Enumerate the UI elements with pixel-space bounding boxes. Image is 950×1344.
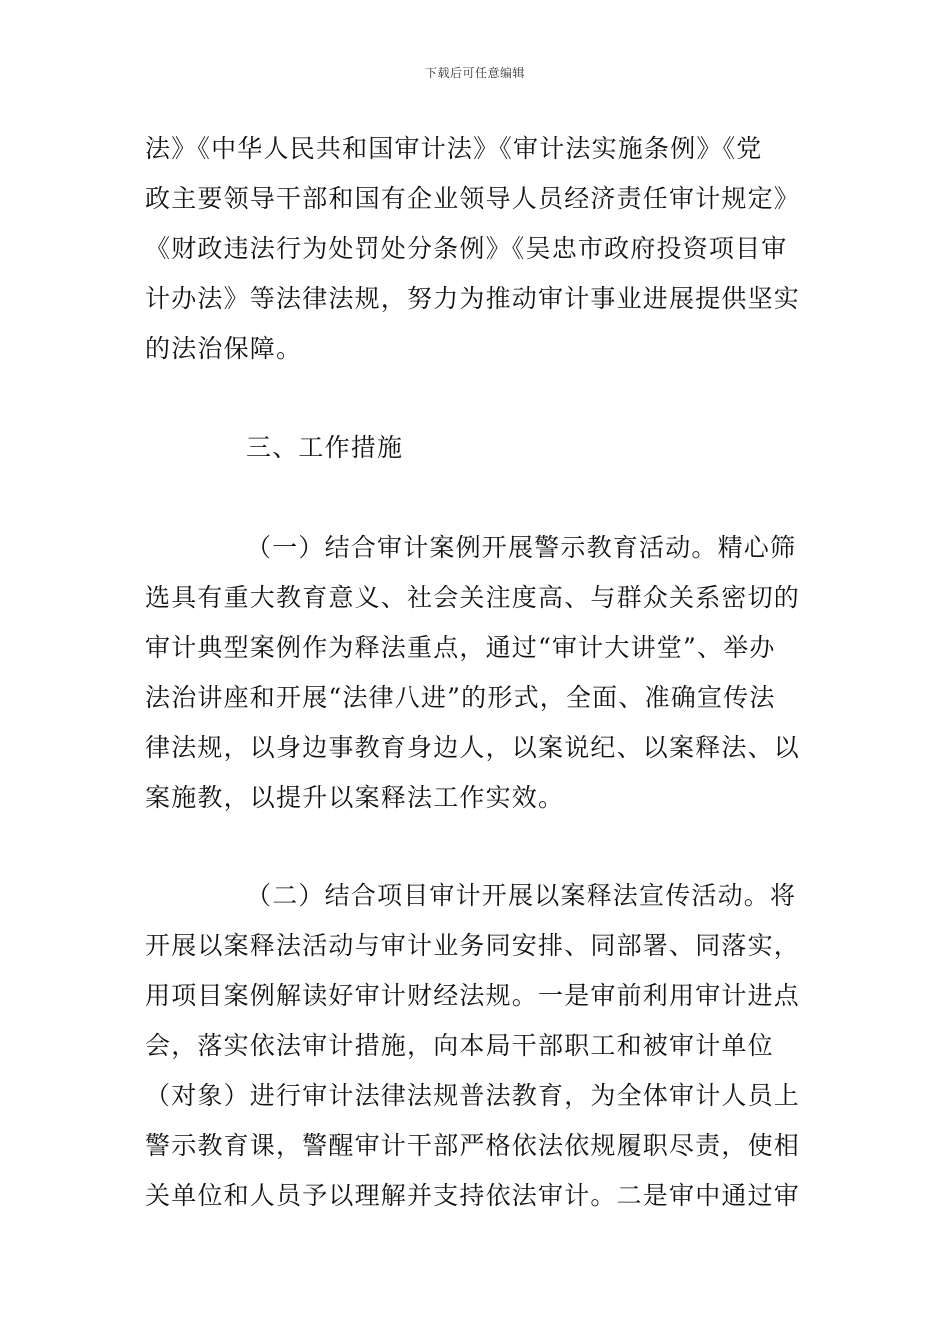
body-line: （一）结合审计案例开展警示教育活动。精心筛	[246, 533, 797, 562]
body-line: 警示教育课，警醒审计干部严格依法依规履职尽责，使相	[145, 1131, 801, 1160]
body-line: 会，落实依法审计措施，向本局干部职工和被审计单位	[145, 1031, 774, 1060]
page-header: 下载后可任意编辑	[424, 66, 525, 80]
body-line: 法》《中华人民共和国审计法》《审计法实施条例》《党	[145, 134, 763, 163]
body-line: 的法治保障。	[145, 334, 303, 363]
body-line: （对象）进行审计法律法规普法教育，为全体审计人员上	[145, 1081, 801, 1110]
body-line: 律法规，以身边事教育身边人，以案说纪、以案释法、以	[145, 733, 801, 762]
section-heading: 三、工作措施	[246, 433, 404, 462]
body-line: 开展以案释法活动与审计业务同安排、同部署、同落实，	[145, 931, 801, 960]
body-line: 用项目案例解读好审计财经法规。一是审前利用审计进点	[145, 981, 801, 1010]
body-line: 《财政违法行为处罚处分条例》《吴忠市政府投资项目审	[145, 234, 788, 263]
body-line: 案施教，以提升以案释法工作实效。	[145, 783, 565, 812]
body-line: 关单位和人员予以理解并支持依法审计。二是审中通过审	[145, 1181, 801, 1210]
body-line: 法治讲座和开展“法律八进”的形式，全面、准确宣传法	[145, 683, 776, 712]
body-line: （二）结合项目审计开展以案释法宣传活动。将	[246, 881, 797, 910]
body-line: 计办法》等法律法规，努力为推动审计事业进展提供坚实	[145, 284, 801, 313]
body-line: 选具有重大教育意义、社会关注度高、与群众关系密切的	[145, 583, 801, 612]
body-line: 审计典型案例作为释法重点，通过“审计大讲堂”、举办	[145, 633, 776, 662]
body-line: 政主要领导干部和国有企业领导人员经济责任审计规定》	[145, 184, 801, 213]
